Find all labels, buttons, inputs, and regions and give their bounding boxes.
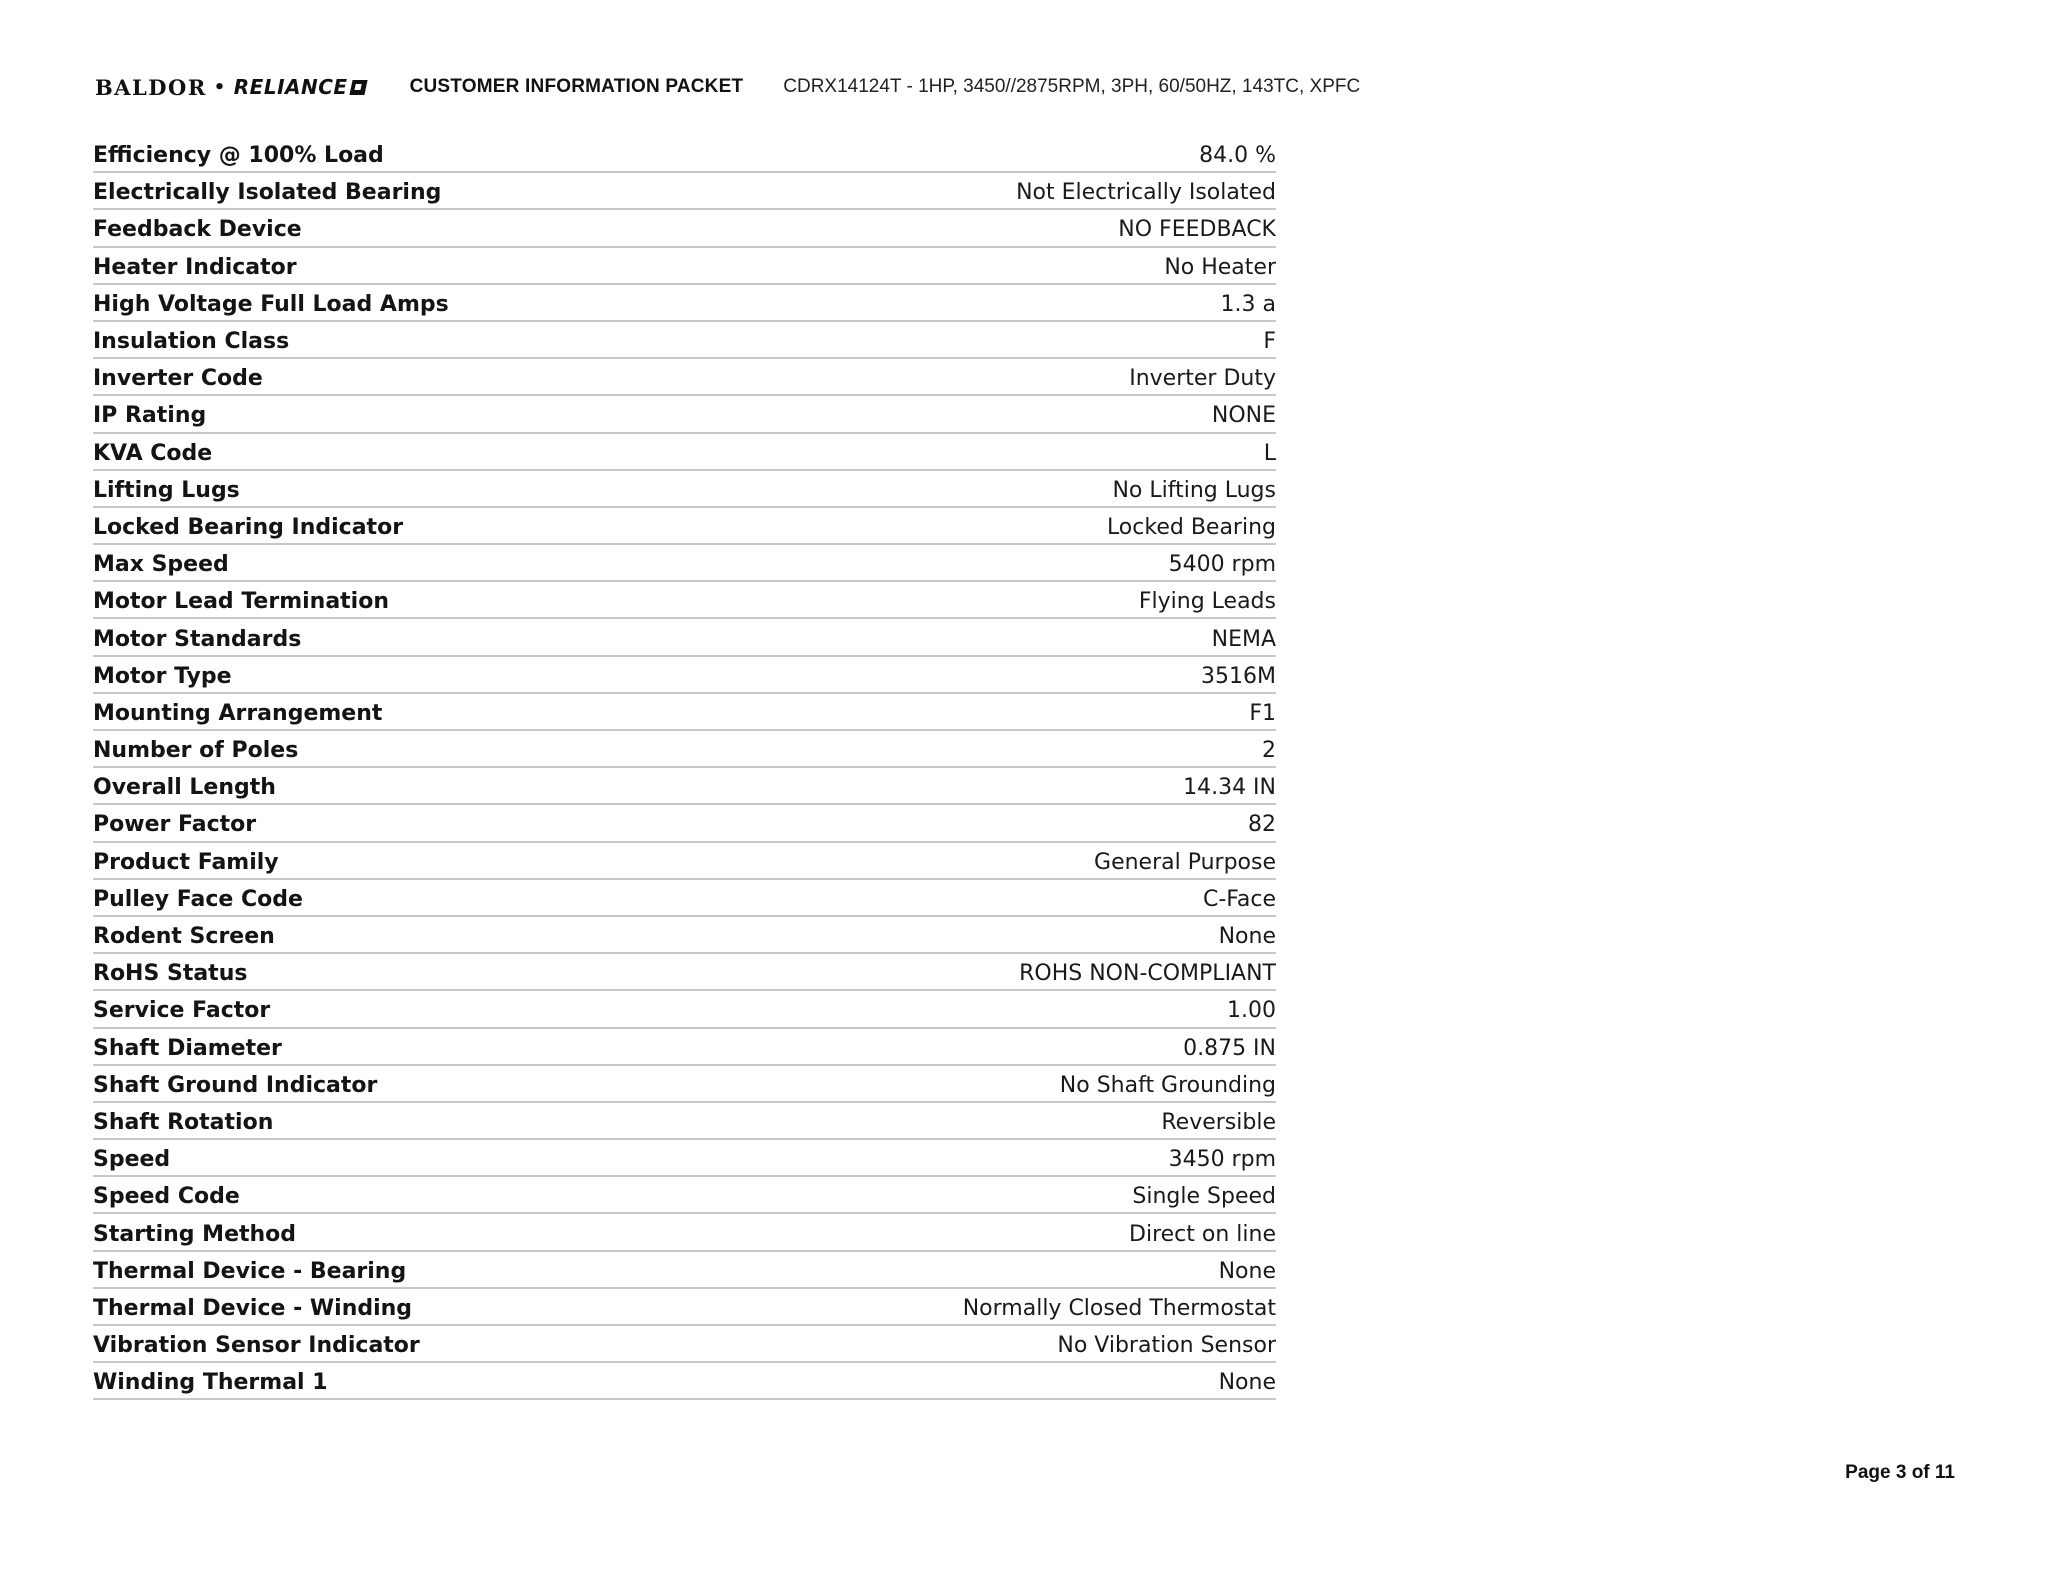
spec-label: Max Speed xyxy=(93,552,229,578)
spec-label: Efficiency @ 100% Load xyxy=(93,143,384,169)
spec-row xyxy=(93,173,1276,210)
spec-value: F xyxy=(1263,329,1276,355)
spec-value: 5400 rpm xyxy=(1168,552,1276,578)
spec-label: Number of Poles xyxy=(93,738,299,764)
spec-value: 0.875 IN xyxy=(1183,1035,1276,1061)
spec-row xyxy=(93,1252,1276,1289)
spec-label: Shaft Rotation xyxy=(93,1109,274,1135)
spec-table xyxy=(93,136,1276,1400)
spec-label: Speed Code xyxy=(93,1184,240,1210)
spec-row xyxy=(93,991,1276,1028)
spec-value: 14.34 IN xyxy=(1183,775,1276,801)
spec-value: ROHS NON-COMPLIANT xyxy=(1019,961,1276,987)
spec-row xyxy=(93,731,1276,768)
spec-label: KVA Code xyxy=(93,440,213,466)
spec-value: Normally Closed Thermostat xyxy=(962,1295,1276,1321)
spec-value: Flying Leads xyxy=(1138,589,1276,615)
spec-value: No Vibration Sensor xyxy=(1057,1333,1276,1359)
spec-row xyxy=(93,619,1276,656)
spec-row xyxy=(93,1029,1276,1066)
spec-row xyxy=(93,1289,1276,1326)
spec-value: 3516M xyxy=(1201,663,1276,689)
page-header xyxy=(95,72,1360,102)
spec-row xyxy=(93,582,1276,619)
spec-row xyxy=(93,471,1276,508)
spec-row xyxy=(93,396,1276,433)
spec-row xyxy=(93,1066,1276,1103)
spec-row xyxy=(93,210,1276,247)
spec-value: General Purpose xyxy=(1094,849,1276,875)
spec-row xyxy=(93,1177,1276,1214)
spec-label: Lifting Lugs xyxy=(93,477,240,503)
logo-text-reliance: RELIANCE xyxy=(233,75,348,99)
spec-label: Insulation Class xyxy=(93,329,290,355)
spec-value: 1.3 a xyxy=(1220,291,1276,317)
spec-row xyxy=(93,657,1276,694)
spec-row xyxy=(93,1363,1276,1400)
spec-label: Starting Method xyxy=(93,1221,297,1247)
spec-row xyxy=(93,805,1276,842)
spec-label: Feedback Device xyxy=(93,217,302,243)
spec-row xyxy=(93,322,1276,359)
page-number: Page 3 of 11 xyxy=(1845,1462,1955,1483)
spec-value: No Shaft Grounding xyxy=(1059,1072,1276,1098)
spec-row xyxy=(93,1103,1276,1140)
spec-row xyxy=(93,136,1276,173)
spec-label: Locked Bearing Indicator xyxy=(93,514,404,540)
spec-value: 82 xyxy=(1248,812,1276,838)
spec-label: Motor Lead Termination xyxy=(93,589,390,615)
document-title: CUSTOMER INFORMATION PACKET xyxy=(409,76,744,97)
spec-label: Pulley Face Code xyxy=(93,886,303,912)
spec-row xyxy=(93,694,1276,731)
spec-row xyxy=(93,508,1276,545)
logo-text-baldor: BALDOR xyxy=(95,74,207,100)
spec-row xyxy=(93,545,1276,582)
spec-label: Product Family xyxy=(93,849,279,875)
brand-logo xyxy=(95,75,366,100)
spec-value: No Lifting Lugs xyxy=(1112,477,1276,503)
spec-value: NEMA xyxy=(1211,626,1276,652)
spec-label: Shaft Ground Indicator xyxy=(93,1072,378,1098)
spec-label: IP Rating xyxy=(93,403,207,429)
spec-value: NO FEEDBACK xyxy=(1118,217,1276,243)
spec-label: Thermal Device - Bearing xyxy=(93,1258,407,1284)
spec-label: Speed xyxy=(93,1147,171,1173)
spec-row xyxy=(93,1140,1276,1177)
spec-row xyxy=(93,843,1276,880)
spec-label: Shaft Diameter xyxy=(93,1035,282,1061)
spec-value: C-Face xyxy=(1202,886,1276,912)
spec-label: Motor Type xyxy=(93,663,232,689)
spec-value: None xyxy=(1218,1258,1276,1284)
spec-label: Inverter Code xyxy=(93,366,263,392)
spec-value: 1.00 xyxy=(1227,998,1276,1024)
spec-value: 2 xyxy=(1262,738,1276,764)
spec-value: None xyxy=(1218,1370,1276,1396)
spec-row xyxy=(93,880,1276,917)
spec-label: Vibration Sensor Indicator xyxy=(93,1333,420,1359)
spec-value: Single Speed xyxy=(1132,1184,1276,1210)
spec-row xyxy=(93,359,1276,396)
spec-row xyxy=(93,248,1276,285)
spec-row xyxy=(93,285,1276,322)
spec-row xyxy=(93,954,1276,991)
spec-row xyxy=(93,1326,1276,1363)
spec-value: Reversible xyxy=(1161,1109,1276,1135)
spec-value: Direct on line xyxy=(1129,1221,1276,1247)
spec-label: Heater Indicator xyxy=(93,254,297,280)
spec-label: Rodent Screen xyxy=(93,924,275,950)
spec-value: 3450 rpm xyxy=(1168,1147,1276,1173)
spec-label: RoHS Status xyxy=(93,961,248,987)
spec-label: Power Factor xyxy=(93,812,257,838)
reliance-mark-icon xyxy=(349,80,367,95)
spec-label: Overall Length xyxy=(93,775,276,801)
spec-value: 84.0 % xyxy=(1199,143,1276,169)
model-description: CDRX14124T - 1HP, 3450//2875RPM, 3PH, 60/50HZ, 143TC, XPFC xyxy=(783,76,1361,97)
spec-label: Electrically Isolated Bearing xyxy=(93,180,442,206)
spec-label: Service Factor xyxy=(93,998,271,1024)
spec-label: Motor Standards xyxy=(93,626,302,652)
spec-value: No Heater xyxy=(1164,254,1276,280)
spec-label: Winding Thermal 1 xyxy=(93,1370,328,1396)
spec-value: Not Electrically Isolated xyxy=(1016,180,1276,206)
spec-label: Thermal Device - Winding xyxy=(93,1295,413,1321)
spec-value: NONE xyxy=(1211,403,1276,429)
spec-value: F1 xyxy=(1249,700,1276,726)
spec-row xyxy=(93,1214,1276,1251)
spec-row xyxy=(93,917,1276,954)
spec-value: Locked Bearing xyxy=(1106,514,1276,540)
spec-row xyxy=(93,434,1276,471)
spec-label: Mounting Arrangement xyxy=(93,700,383,726)
spec-value: None xyxy=(1218,924,1276,950)
spec-value: Inverter Duty xyxy=(1129,366,1276,392)
spec-value: L xyxy=(1263,440,1276,466)
spec-row xyxy=(93,768,1276,805)
logo-separator: • xyxy=(213,76,227,98)
spec-label: High Voltage Full Load Amps xyxy=(93,291,449,317)
